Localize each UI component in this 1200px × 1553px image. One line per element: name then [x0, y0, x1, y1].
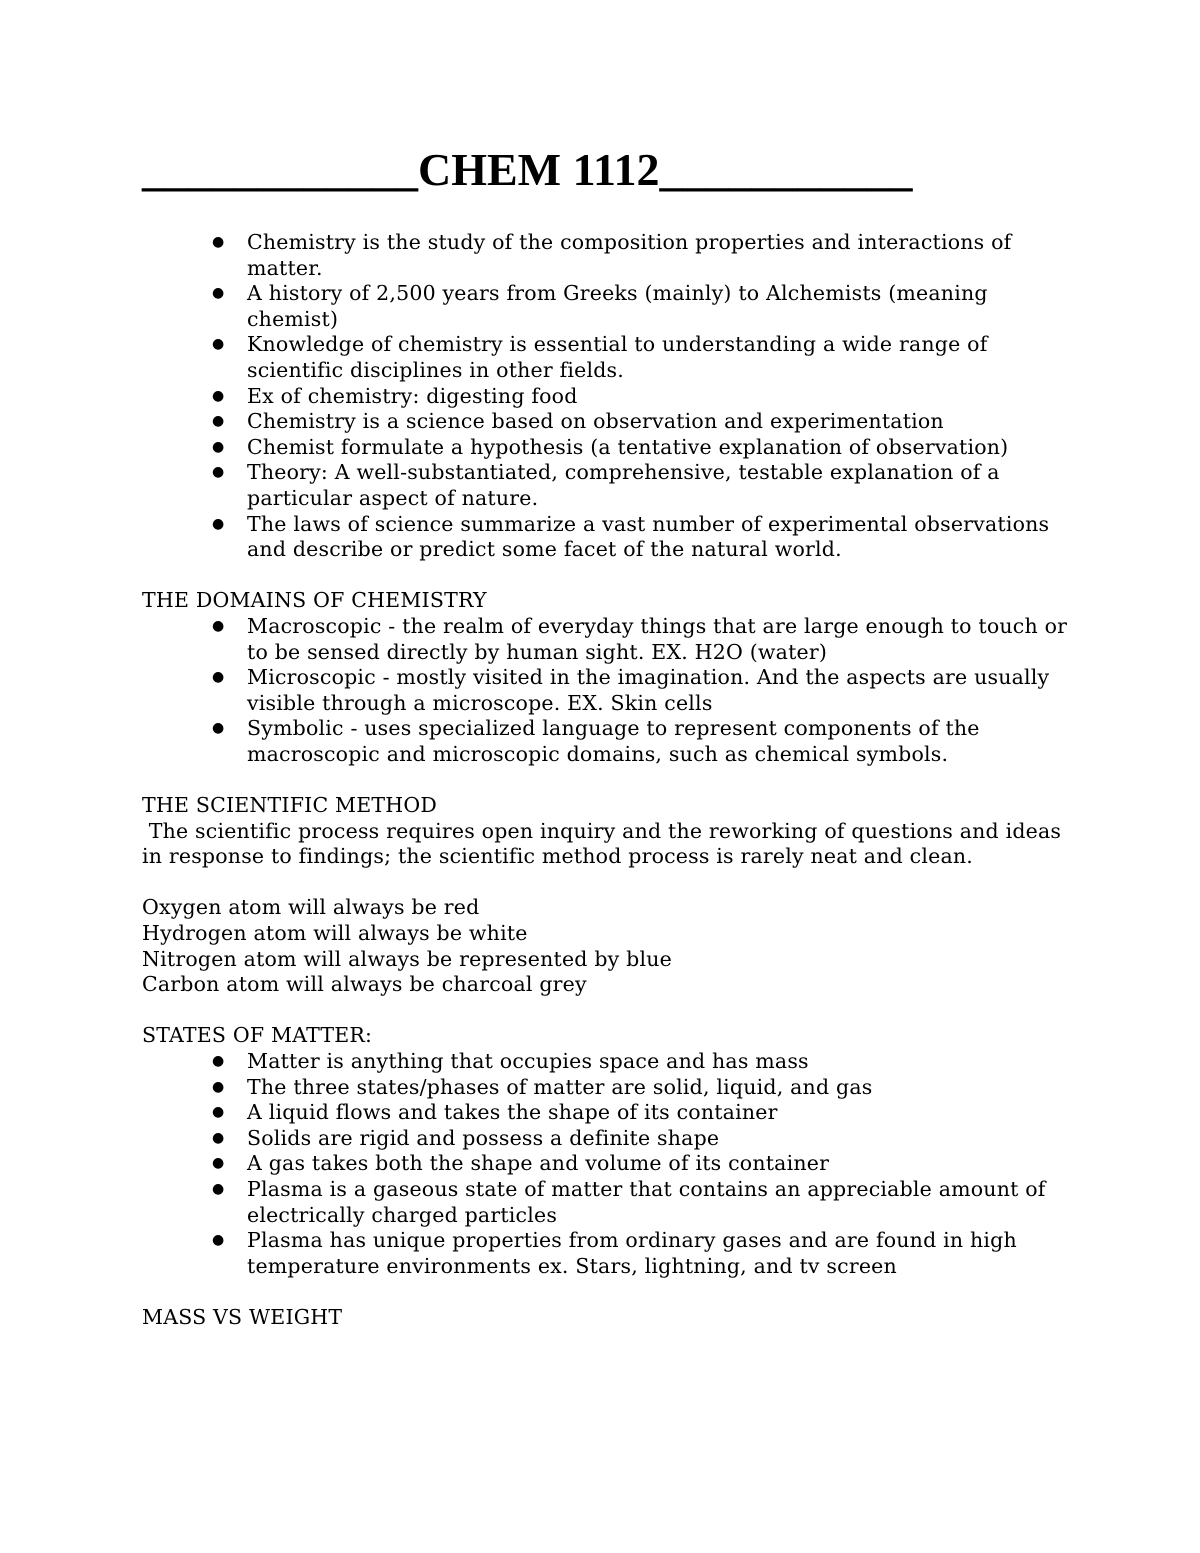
list-item: ● The laws of science summarize a vast number of experimental observations and describe or predict some facet of the natural world.: [212, 511, 1050, 562]
spacer: [142, 870, 1082, 896]
bullet-icon: ●: [212, 669, 225, 686]
intro-list: [142, 230, 1082, 563]
list-item: ● A gas takes both the shape and volume of its container: [212, 1151, 830, 1176]
bullet-icon: ●: [212, 617, 225, 634]
atom-line: Carbon atom will always be charcoal grey: [142, 972, 587, 997]
bullet-icon: ●: [212, 1155, 225, 1172]
bullet-icon: ●: [212, 1104, 225, 1121]
bullet-icon: ●: [212, 438, 225, 455]
bullet-icon: ●: [212, 1053, 225, 1069]
list-item: ● Plasma is a gaseous state of matter that contains an appreciable amount of electrically charged particles: [212, 1176, 1046, 1227]
bullet-icon: ●: [212, 1180, 225, 1197]
list-item: ● Matter is anything that occupies space and has mass: [212, 1049, 809, 1073]
states-list: [142, 1049, 1082, 1279]
list-item: ● Plasma has unique properties from ordinary gases and are found in high temperature environments ex. Stars, lightning, and tv screen: [212, 1228, 1017, 1278]
list-item: ● A liquid flows and takes the shape of its container: [212, 1100, 778, 1125]
bullet-icon: ●: [212, 464, 225, 481]
list-item: ● Knowledge of chemistry is essential to understanding a wide range of scientific disciplines in other fields.: [212, 332, 988, 382]
list-item: ● Microscopic - mostly visited in the imagination. And the aspects are usually visible through a microscope. EX. Skin cells: [212, 665, 1050, 715]
document-page: [142, 140, 1082, 1331]
list-item: ● Chemist formulate a hypothesis (a tentative explanation of observation): [212, 434, 1009, 459]
bullet-icon: ●: [212, 515, 225, 532]
list-item: ● Chemistry is the study of the composition properties and interactions of matter.: [212, 230, 1012, 280]
states-heading: STATES OF MATTER:: [142, 1023, 373, 1048]
bullet-icon: ●: [212, 1232, 225, 1249]
list-item: ● Solids are rigid and possess a definite shape: [212, 1125, 720, 1150]
list-item: ● Macroscopic - the realm of everyday things that are large enough to touch or to be sensed directly by human sight. EX. H2O (water): [212, 613, 1068, 664]
list-item: ● The three states/phases of matter are solid, liquid, and gas: [212, 1074, 873, 1099]
list-item: ● Chemistry is a science based on observation and experimentation: [212, 409, 944, 434]
bullet-icon: ●: [212, 387, 225, 404]
bullet-icon: ●: [212, 1078, 225, 1095]
bullet-icon: ●: [212, 413, 225, 430]
list-item: ● Theory: A well-substantiated, comprehensive, testable explanation of a particular aspect of nature.: [212, 460, 1000, 510]
bullet-icon: ●: [212, 1129, 225, 1146]
page-title: ____________CHEM 1112___________: [142, 144, 913, 195]
list-item: ● Ex of chemistry: digesting food: [212, 383, 578, 408]
domains-heading: THE DOMAINS OF CHEMISTRY: [142, 588, 487, 613]
bullet-icon: ●: [212, 234, 225, 250]
list-item: ● A history of 2,500 years from Greeks (mainly) to Alchemists (meaning chemist): [212, 281, 988, 331]
method-heading: THE SCIENTIFIC METHOD: [142, 793, 438, 818]
atom-line: Nitrogen atom will always be represented by blue: [142, 946, 672, 971]
atom-line: Hydrogen atom will always be white: [142, 921, 528, 946]
atom-line: Oxygen atom will always be red: [142, 895, 480, 920]
bullet-icon: ●: [212, 285, 225, 302]
method-paragraph: The scientific process requires open inquiry and the reworking of questions and ideas in response to findings; the scientific method process is rarely neat and clean.: [142, 818, 1068, 869]
mass-weight-heading: MASS VS WEIGHT: [142, 1304, 343, 1329]
list-item: ● Symbolic - uses specialized language to represent components of the macroscopic and microscopic domains, such as chemical symbols.: [212, 716, 980, 766]
domains-list: [142, 614, 1082, 768]
bullet-icon: ●: [212, 336, 225, 353]
bullet-icon: ●: [212, 720, 225, 737]
